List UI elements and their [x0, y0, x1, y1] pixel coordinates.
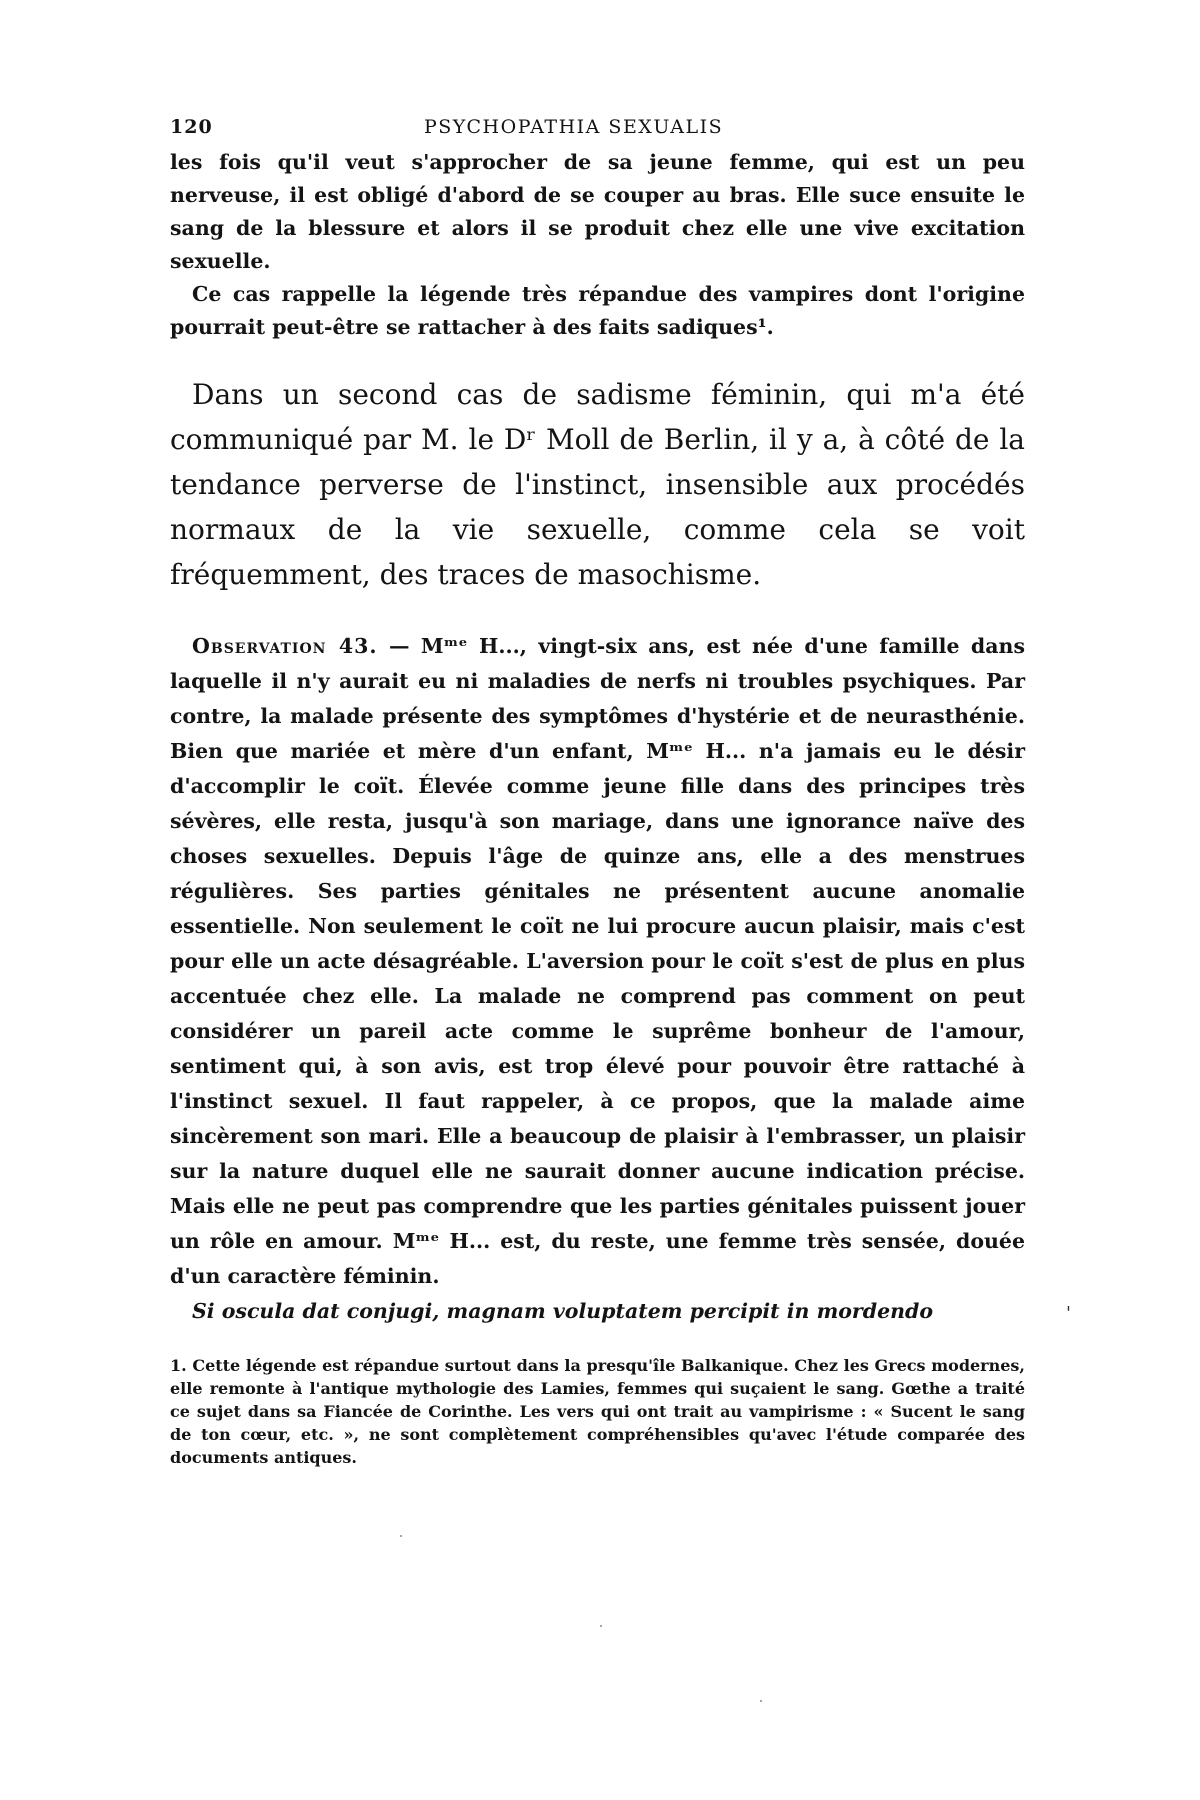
- margin-mark: ': [1066, 1303, 1071, 1324]
- paper-speck: [600, 1625, 602, 1627]
- observation-label: Observation 43.: [192, 634, 378, 658]
- observation-text: — Mᵐᵉ H..., vingt-six ans, est née d'une famille dans laquelle il n'y aurait eu ni maladies de nerfs ni troubles psychiques. Par contre, la malade présente des symptômes d'hystérie et de neurasthénie. Bien que mariée et mère d'un enfant, Mᵐᵉ H... n'a jamais eu le désir d'accomplir le coït. Élevée comme jeune fille dans des principes très sévères, elle resta, jusqu'à son mariage, dans une ignorance naïve des choses sexuelles. Depuis l'âge de quinze ans, elle a des menstrues régulières. Ses parties génitales ne présentent aucune anomalie essentielle. Non seulement le coït ne lui procure aucun plaisir, mais c'est pour elle un acte désagréable. L'aversion pour le coït s'est de plus en plus accentuée chez elle. La malade ne comprend pas comment on peut considérer un pareil acte comme le suprême bonheur de l'amour, sentiment qui, à son avis, est trop élevé pour pouvoir être rattaché à l'instinct sexuel. Il faut rappeler, à ce propos, que la malade aime sincèrement son mari. Elle a beaucoup de plaisir à l'embrasser, un plaisir sur la nature duquel elle ne saurait donner aucune indication précise. Mais elle ne peut pas comprendre que les parties génitales puissent jouer un rôle en amour. Mᵐᵉ H... est, du reste, une femme très sensée, douée d'un caractère féminin.: [170, 634, 1025, 1288]
- page-number: 120: [170, 116, 213, 138]
- footnote: 1. Cette légende est répandue surtout dans la presqu'île Balkanique. Chez les Grecs modernes, elle remonte à l'antique mythologie des Lamies, femmes qui suçaient le sang. Gœthe a traité ce sujet dans sa Fiancée de Corinthe. Les vers qui ont trait au vampirisme : « Sucent le sang de ton cœur, etc. », ne sont complètement compréhensibles qu'avec l'étude comparée des documents antiques.: [170, 1356, 1025, 1467]
- observation-43: [170, 629, 1025, 1294]
- running-title: PSYCHOPATHIA SEXUALIS: [424, 116, 724, 138]
- paper-speck: [760, 1700, 762, 1702]
- page-header: [170, 108, 1025, 146]
- paragraph-second-case: Dans un second cas de sadisme féminin, qui m'a été communiqué par M. le Dʳ Moll de Berlin, il y a, à côté de la tendance perverse de l'instinct, insensible aux procédés normaux de la vie sexuelle, comme cela se voit fréquemment, des traces de masochisme.: [170, 378, 1025, 591]
- book-page: [170, 108, 1025, 1469]
- paragraph-vampire-case: les fois qu'il veut s'approcher de sa jeune femme, qui est un peu nerveuse, il est obligé d'abord de se couper au bras. Elle suce ensuite le sang de la blessure et alors il se produit chez elle une vive excitation sexuelle.: [170, 150, 1025, 273]
- paper-speck: [400, 1535, 402, 1537]
- paragraph-vampire-legend: Ce cas rappelle la légende très répandue des vampires dont l'origine pourrait peut-être se rattacher à des faits sadiques¹.: [170, 282, 1025, 339]
- latin-sentence: Si oscula dat conjugi, magnam voluptatem percipit in mordendo: [192, 1299, 934, 1323]
